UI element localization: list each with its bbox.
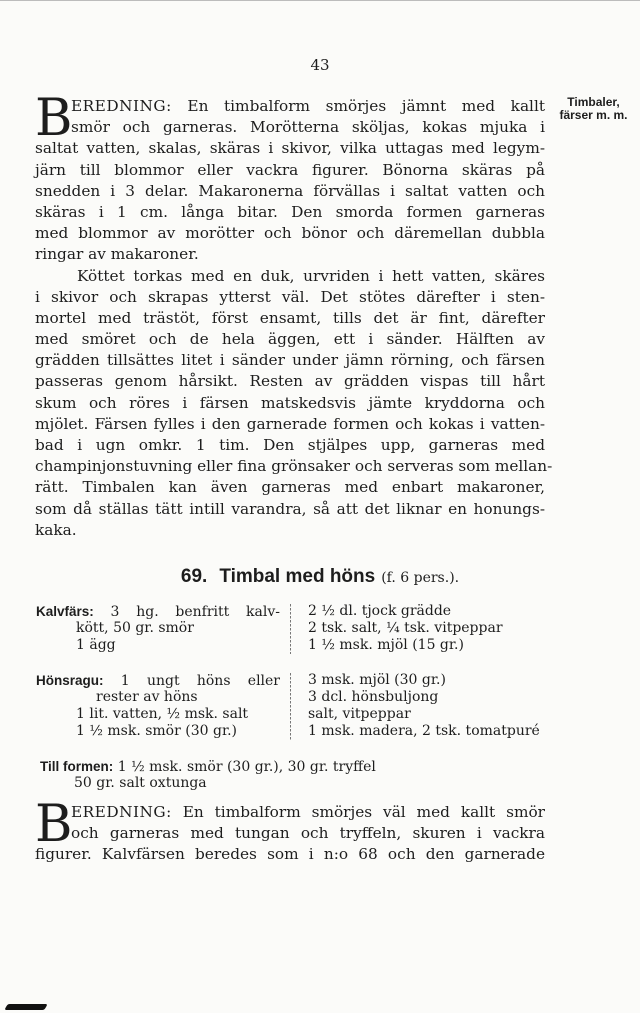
para2-line: kaka. [35,520,77,539]
para2-line: champinjonstuvning eller fina grönsaker och serveras som mellan- [35,457,553,476]
page-top-edge [0,0,640,1]
intro-line: snedden i 3 delar. Makaronerna förvällas i saltat vatten och [35,181,545,200]
recipe-title: Timbal med höns [219,566,376,587]
intro-line-text: En timbalform smörjes jämnt med kallt [171,97,545,115]
ingredient-row: kött, 50 gr. smör [76,620,194,636]
intro-first-word: EREDNING: [71,97,172,115]
final-paragraph [35,795,545,866]
intro-line: smör och garneras. Morötterna sköljas, kokas mjuka i [71,118,545,137]
ingredient-text: 3 hg. benfritt kalv- [110,604,280,620]
ingredient-row [36,672,280,689]
ingredient-text: 1 ½ msk. smör (30 gr.), 30 gr. tryffel [117,759,376,775]
till-formen-label: Till formen: [40,759,114,774]
ingredient-row: 3 msk. mjöl (30 gr.) [308,672,446,688]
para2-line: passeras genom hårsikt. Resten av grädden vispas till hårt [35,372,545,391]
para2-line: mortel med trästöt, först ensamt, tills det är fint, därefter [35,308,545,327]
ingredient-row: 1 ½ msk. mjöl (15 gr.) [308,637,464,653]
ingredient-row: 1 lit. vatten, ½ msk. salt [76,706,249,722]
ingredient-row: 1 ½ msk. smör (30 gr.) [76,723,238,739]
ingredient-row [36,603,280,620]
recipe-servings: (f. 6 pers.). [381,570,460,586]
column-divider [290,604,291,654]
kalvfars-left [36,603,280,654]
recipe-number: 69. [180,566,208,587]
till-formen [40,758,480,792]
intro-line: skäras i 1 cm. långa bitar. Den smorda formen garneras [35,202,545,221]
ingredient-row: rester av höns [96,689,198,705]
column-divider [290,673,291,741]
para2-line: skum och röres i färsen matskedsvis jämte kryddorna och [35,393,545,412]
para2-line: Köttet torkas med en duk, urvriden i hett vatten, skäres [77,266,545,285]
scan-artifact [4,1004,47,1010]
para2-line: som då ställas tätt intill varandra, så att det liknar en honungs- [35,499,545,518]
ingredient-row [40,758,480,775]
kalvfars-label: Kalvfärs: [36,604,94,619]
para2-line: med smöret och de hela äggen, ett i sänder. Hälften av [35,330,545,349]
page-number: 43 [310,56,330,74]
final-dropcap: B [35,795,73,854]
margin-note: Timbaler, färser m. m. [559,95,628,122]
final-line: figurer. Kalvfärsen beredes som i n:o 68 och den garnerade [35,845,545,864]
ingredient-row: 50 gr. salt oxtunga [74,775,207,791]
para2-line: i skivor och skrapas ytterst väl. Det stötes därefter i sten- [35,287,545,306]
final-first-word: EREDNING: [71,803,172,821]
para2-line: mjölet. Färsen fylles i den garnerade formen och kokas i vatten- [35,414,545,433]
intro-line: saltat vatten, skalas, skäras i skivor, vilka uttagas med legym- [35,139,545,158]
ingredient-row: 2 ½ dl. tjock grädde [308,603,452,619]
honsragu-left [36,672,280,740]
intro-line: järn till blommor eller vackra figurer. Bönorna skäras på [35,160,545,179]
para2-line: rätt. Timbalen kan även garneras med enbart makaroner, [35,478,545,497]
ingredient-row: 1 msk. madera, 2 tsk. tomatpuré [308,723,540,739]
final-line: och garneras med tungan och tryffeln, skuren i vackra [71,824,545,843]
kalvfars-right [308,603,548,654]
para2-line: bad i ugn omkr. 1 tim. Den stjälpes upp, garneras med [35,436,545,454]
intro-paragraph [35,89,553,541]
final-line [35,802,545,823]
honsragu-right [308,672,548,740]
ingredient-row: 1 ägg [76,637,116,653]
ingredient-text: 1 ungt höns eller [120,673,280,689]
ingredient-row: salt, vitpeppar [308,706,411,722]
ingredient-row: 3 dcl. hönsbuljong [308,689,439,705]
ingredient-row: 2 tsk. salt, ¼ tsk. vitpeppar [308,620,503,636]
para2-line: grädden tillsättes litet i sänder under jämn rörning, och färsen [35,351,545,370]
intro-line: ringar av makaroner. [35,245,199,264]
intro-line: med blommor av morötter och bönor och däremellan dubbla [35,224,545,243]
recipe-heading [0,566,640,588]
intro-dropcap: B [35,89,73,148]
honsragu-label: Hönsragu: [36,673,104,688]
intro-line [35,96,545,117]
final-line-text: En timbalform smörjes väl med kallt smör [171,803,545,821]
